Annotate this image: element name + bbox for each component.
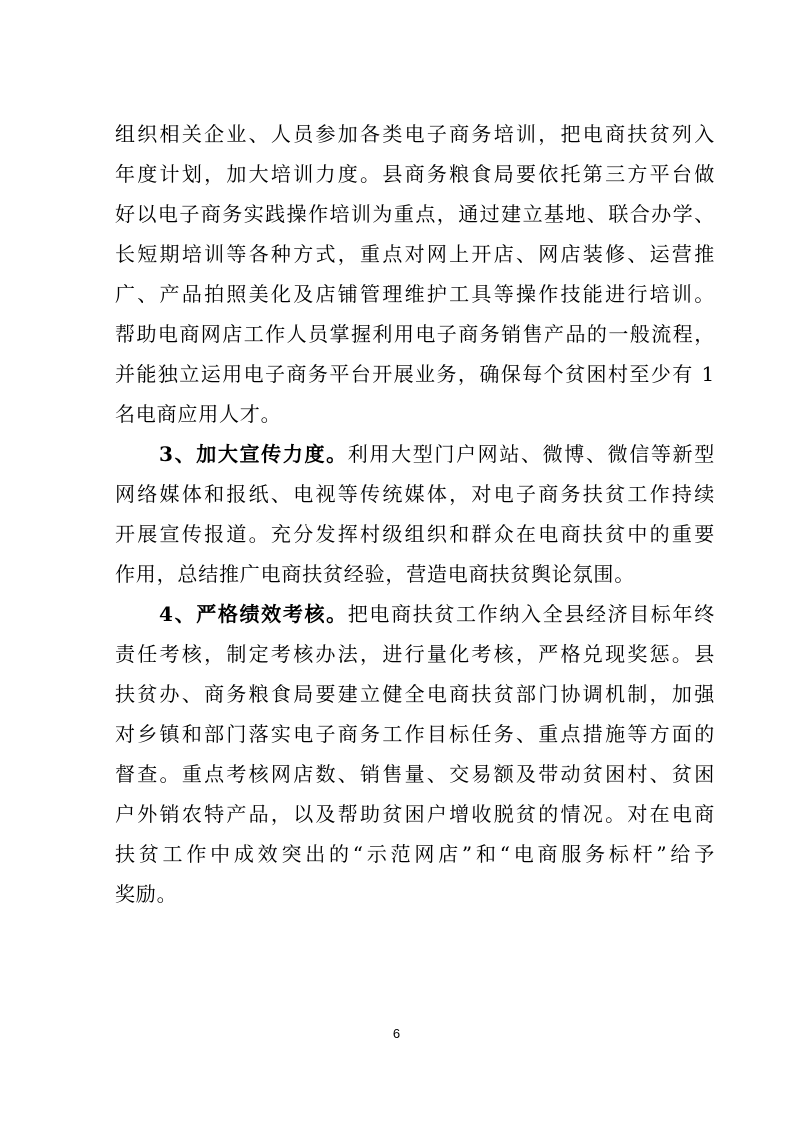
text-line: 好以电子商务实践操作培训为重点，通过建立基地、联合办学、	[115, 202, 715, 226]
text-line: 督查。重点考核网店数、销售量、交易额及带动贫困村、贫困	[115, 762, 715, 786]
text-line: 作用，总结推广电商扶贫经验，营造电商扶贫舆论氛围。	[115, 562, 635, 586]
document-body	[115, 114, 715, 914]
text-line	[115, 434, 715, 474]
text-run: 把电商扶贫工作纳入全县经济目标年终	[347, 602, 715, 626]
text-line: 奖励。	[115, 882, 178, 906]
text-line: 扶贫工作中成效突出的“示范网店”和“电商服务标杆”给予	[115, 842, 715, 866]
text-line: 开展宣传报道。充分发挥村级组织和群众在电商扶贫中的重要	[115, 522, 715, 546]
text-run: 利用大型门户网站、微博、微信等新型	[347, 442, 715, 466]
text-line: 广、产品拍照美化及店铺管理维护工具等操作技能进行培训。	[115, 282, 715, 306]
section-heading: 4、严格绩效考核。	[159, 602, 348, 626]
page-number: 6	[392, 1026, 401, 1041]
text-line: 扶贫办、商务粮食局要建立健全电商扶贫部门协调机制，加强	[115, 682, 715, 706]
paragraph-publicity	[115, 434, 715, 594]
paragraph-assessment	[115, 594, 715, 914]
text-line: 并能独立运用电子商务平台开展业务，确保每个贫困村至少有 1	[115, 362, 715, 386]
text-line: 年度计划，加大培训力度。县商务粮食局要依托第三方平台做	[115, 162, 715, 186]
text-line: 责任考核，制定考核办法，进行量化考核，严格兑现奖惩。县	[115, 642, 715, 666]
text-line: 户外销农特产品，以及帮助贫困户增收脱贫的情况。对在电商	[115, 802, 715, 826]
text-line: 长短期培训等各种方式，重点对网上开店、网店装修、运营推	[115, 242, 715, 266]
paragraph-training	[115, 114, 715, 434]
text-line: 对乡镇和部门落实电子商务工作目标任务、重点措施等方面的	[115, 722, 715, 746]
text-line	[115, 594, 715, 634]
section-heading: 3、加大宣传力度。	[159, 442, 348, 466]
text-line: 名电商应用人才。	[115, 402, 282, 426]
text-line: 组织相关企业、人员参加各类电子商务培训，把电商扶贫列入	[115, 122, 715, 146]
text-line: 帮助电商网店工作人员掌握利用电子商务销售产品的一般流程，	[115, 322, 715, 346]
text-line: 网络媒体和报纸、电视等传统媒体，对电子商务扶贫工作持续	[115, 482, 715, 506]
